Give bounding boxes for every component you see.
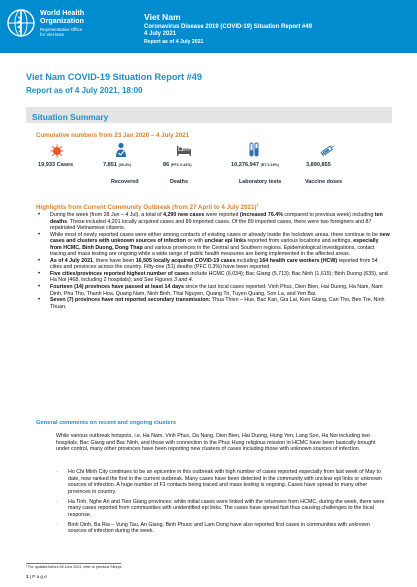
bullet-item: • Seven (7) provinces have not reported secondary transmission: Thua Thien – Hue, Bac Kan, Gia Lai, Kien Giang, Can Tho, Ben Tre, Ninh Thuan. (36, 297, 390, 310)
page-number-value: 1 (26, 574, 29, 579)
stat-tests (231, 162, 279, 168)
cumulative-heading: Cumulative numbers from 23 Jan 2020 – 4 July 2021 (36, 132, 190, 139)
stat-tests-label: Laboratory tests (239, 179, 282, 185)
bullet-item: • While most of newly reported cases were either among contacts of existing cases or already inside the lockdown areas, there continue to be new cases and clusters with unknown sources of infection or with unclear epi links reported from various locations and settings, especially from HCMC, Binh Duong, Dong Thap and various provinces in the Central and Southern regions. Epidemiological investigations, contact tracing and mass testing are ongoing while a wide range of public health measures are being implemented in the affected areas. (36, 232, 390, 258)
stat-recovered-pct: (39.4%) (118, 163, 132, 167)
bed-icon (176, 143, 192, 157)
page-number (26, 574, 47, 579)
stat-recovered (103, 162, 131, 168)
bullet-item: • Fourteen (14) provinces have passed at least 14 days since the last local cases reported: Vinh Phuc, Dien Bien, Hai Duong, Ha Nam, Nam Dinh, Phu Tho, Thanh Hoa, Quang Nam, Ninh Binh, Thai Nguyen, Quang Tri, Tuyen Quang, Son La, and Yen Bai. (36, 284, 390, 297)
header-report-date: 4 July 2021 (144, 31, 177, 37)
footnote: ¹ For updates before 28 June 2021, refer to previous Sitreps (26, 565, 122, 569)
recovered-person-icon (114, 142, 128, 158)
document-subtitle: Report as of 4 July 2021, 18:00 (26, 86, 143, 95)
clusters-dash-list (56, 469, 389, 538)
report-header-bar (0, 0, 417, 53)
highlights-bullet-list (36, 212, 390, 310)
stat-recovered-label: Recovered (111, 179, 139, 185)
virus-icon (50, 144, 64, 158)
bullet-item: • During the week (from 28 Jun – 4 Jul), a total of 4,290 new cases were reported (increased 76.4% compared to previous week) including ten deaths. These included 4,201 locally acquired cases and 89 imported cases. Of the 89 imported cases, there were two foreigners and 87 repatriated Vietnamese citizens. (36, 212, 390, 232)
list-item: - Ho Chi Minh City continues to be an epicentre in this outbreak with high number of cases reported especially from last week of May to date, now ranked the first in the current outbreak. Many cases have been detected in the community with unclear epi links or unknown sources of infection. A huge number of F1 contacts being traced and mass testing is ongoing. Cases have spread to many other provinces in country. (56, 469, 389, 495)
bullet-item: • As of 4 July 2021, there have been 16,505 locally acquired COVID-19 cases including 164 health care workers (HCW) reported from 54 cities and provinces across the country. Fifty-one (51) deaths (PFC 0.3%) have been reported. (36, 258, 390, 271)
syringe-icon (320, 143, 336, 157)
list-item: - Ha Tinh, Nghe An and Tien Giang provinces: while initial cases were linked with the returnees from HCMC, during the week, there were many cases reported from communities with unidentified epi links. The cases have spread fast thus causing challenges to the local response. (56, 499, 389, 519)
stat-cases (38, 162, 73, 168)
header-as-of: Report as of 4 July 2021 (144, 38, 204, 45)
highlights-heading-text: Highlights from Current Community Outbreak (from 27 April to 4 July 2021) (36, 204, 257, 212)
stat-tests-value: 10,276,947 (231, 162, 259, 168)
who-emblem-icon (6, 8, 36, 38)
header-report-title: Coronavirus Disease 2019 (COVID-19) Situation Report #49 (144, 24, 313, 30)
stat-vaccines-value: 3,890,855 (306, 162, 331, 168)
stat-recovered-value: 7,851 (103, 162, 117, 168)
footnote-divider (26, 563, 121, 564)
who-office: Representative Office for Viet Nam (40, 27, 83, 37)
header-report-info (144, 12, 312, 46)
page-label: | P a g e (28, 574, 47, 579)
stat-deaths-label: Deaths (170, 179, 188, 185)
highlights-heading (36, 202, 259, 211)
document-title: Viet Nam COVID-19 Situation Report #49 (26, 72, 202, 82)
who-logo-text (40, 9, 84, 37)
list-item: - Binh Dinh, Ba Ria – Vung Tau, An Giang, Binh Phuoc and Lam Dong have also reported first cases in communities with unknown sources of infection during the week. (56, 522, 389, 535)
section-heading (26, 107, 392, 123)
stat-deaths (163, 162, 192, 168)
footnote-mark: 1 (256, 202, 259, 207)
header-country: Viet Nam (144, 12, 181, 22)
stat-deaths-pct: (PFC 0.43%) (170, 163, 192, 167)
general-comments-heading: General comments on recent and ongoing clusters (36, 420, 177, 426)
bullet-item: • Five cities/provinces reported highest number of cases include HCMC (6,034); Bac Giang (5,713); Bac Ninh (1,615); Binh Duong (635), and Ha Noi (468, including 2 hospitals); and See Figures 3 and 4. (36, 271, 390, 284)
test-tube-icon (247, 142, 261, 158)
stat-vaccines-label: Vaccine doses (305, 179, 343, 185)
general-comments-paragraph: While various outbreak hotspots, i.e. Ha Nam, Vinh Phuc, Da Nang, Dien Bien, Hai Duong, Hung Yen, Lang Son, Ha Noi including two hospitals, Bac Giang and Bac Ninh, and those with connection to the Phuc Hung religious mission in HCMC have been basically brought under control, many other provinces have been reporting new clusters of cases including those with unknown sources of infection. (56, 433, 376, 453)
stat-vaccines (306, 162, 331, 168)
who-name: World Health Organization (40, 8, 85, 25)
stat-cases-value: 19,933 Cases (38, 162, 74, 168)
section-heading-text: Situation Summary (32, 112, 109, 122)
stat-deaths-value: 86 (163, 162, 170, 168)
stat-tests-pct: (RT 0.19%) (260, 163, 279, 167)
